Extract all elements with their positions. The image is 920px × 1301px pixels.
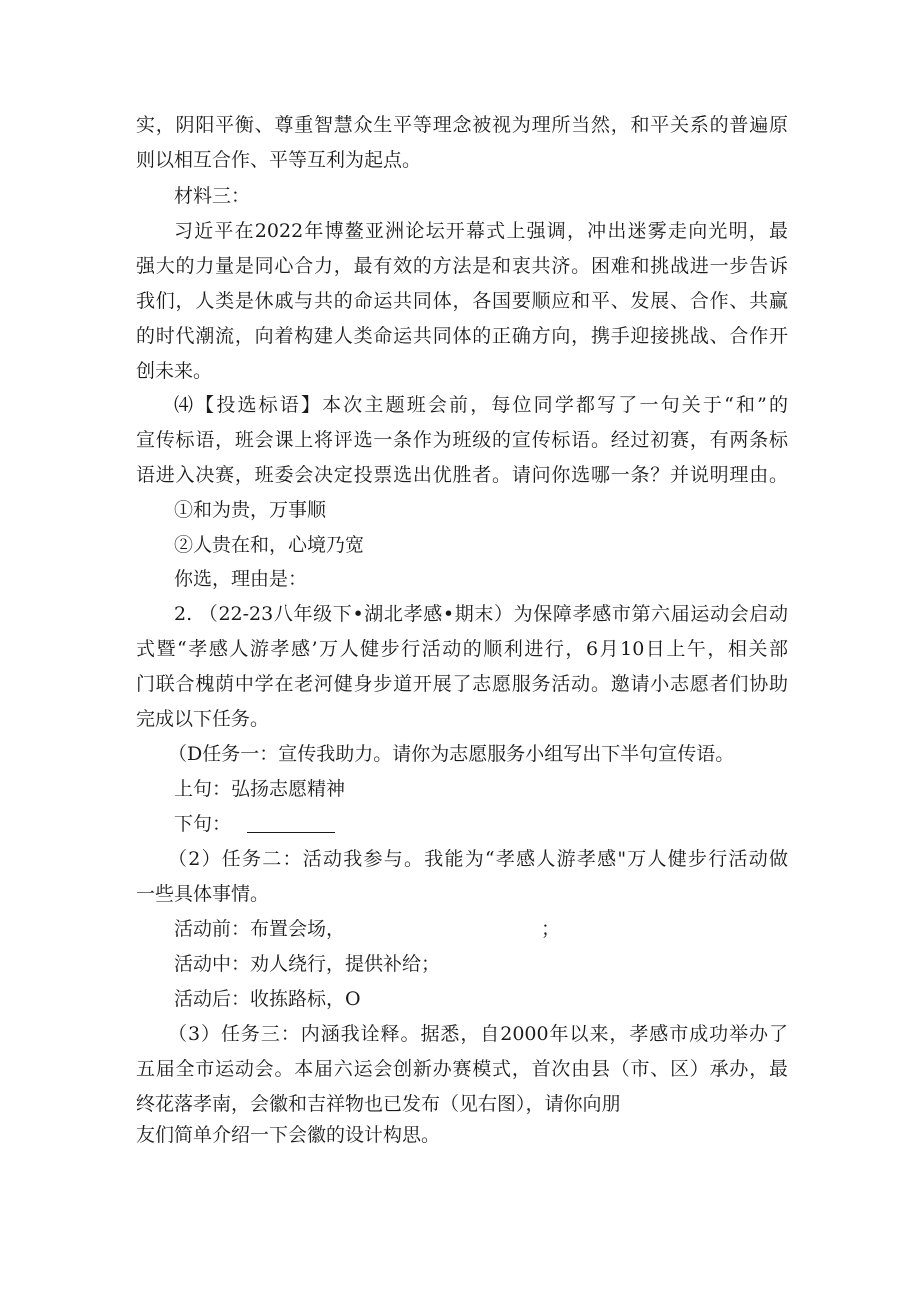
q2-line-3: 门联合槐荫中学在老河健身步道开展了志愿服务活动。邀请小志愿者们协助	[136, 673, 788, 695]
activity-after: 活动后：收拣路标，O	[174, 988, 361, 1010]
material2-line-2: 则以相互合作、平等互利为起点。	[136, 149, 422, 171]
material3-line-3: 我们，人类是休戚与共的命运共同体，各国要顺应和平、发展、合作、共赢	[136, 290, 788, 312]
material3-line-1: 习近平在2022年博鳌亚洲论坛开幕式上强调，冲出迷雾走向光明，最	[174, 220, 788, 242]
slogan-option-1: ①和为贵，万事顺	[174, 499, 327, 521]
q4-line-2: 宣传标语，班会课上将评选一条作为班级的宣传标语。经过初赛，有两条标	[136, 429, 788, 451]
activity-before-end: ；	[541, 918, 561, 940]
activity-before	[174, 916, 560, 942]
task3-line-2: 五届全市运动会。本届六运会创新办赛模式，首次由县（市、区）承办，最	[136, 1058, 788, 1080]
answer-blank[interactable]	[247, 812, 335, 833]
task3-line-4: 友们简单介绍一下会徽的设计构思。	[136, 1124, 441, 1146]
slogan-option-2: ②人贵在和，心境乃宽	[174, 534, 365, 556]
q4-line-1: ⑷【投选标语】本次主题班会前，每位同学都写了一句关于“和”的	[174, 394, 788, 416]
task3-line-3: 终花落孝南，会徽和吉祥物也已发布（见右图），请你向朋	[136, 1093, 621, 1115]
answer-prompt: 你选，理由是：	[174, 568, 308, 590]
activity-before-text: 活动前：布置会场，	[174, 918, 346, 940]
material3-line-2: 强大的力量是同心合力，最有效的方法是和衷共济。困难和挑战进一步告诉	[136, 255, 788, 277]
task1-lower-sentence	[174, 811, 335, 837]
task3-line-1: （3）任务三：内涵我诠释。据悉，自2000年以来，孝感市成功举办了	[168, 1023, 788, 1045]
task1-line: （D任务一：宣传我助力。请你为志愿服务小组写出下半句宣传语。	[168, 743, 735, 765]
task2-line-1: （2）任务二：活动我参与。我能为“孝感人游孝感"万人健步行活动做	[168, 848, 788, 870]
lower-label: 下句：	[174, 813, 232, 835]
material3-line-4: 的时代潮流，向着构建人类命运共同体的正确方向，携手迎接挑战、合作开	[136, 325, 788, 347]
task1-upper-sentence: 上句：弘扬志愿精神	[174, 778, 346, 800]
task2-line-2: 一些具体事情。	[136, 883, 270, 905]
material3-line-5: 创未来。	[136, 360, 213, 382]
material2-line-1: 实，阴阳平衡、尊重智慧众生平等理念被视为理所当然，和平关系的普遍原	[136, 114, 788, 136]
q2-line-1: 2. （22-23八年级下•湖北孝感•期末）为保障孝感市第六届运动会启动	[174, 603, 788, 625]
q2-line-4: 完成以下任务。	[136, 708, 270, 730]
q4-line-3: 语进入决赛，班委会决定投票选出优胜者。请问你选哪一条？并说明理由。	[136, 464, 788, 486]
q2-line-2: 式暨“孝感人游孝感’万人健步行活动的顺利进行，6月10日上午，相关部	[136, 638, 788, 660]
activity-during: 活动中：劝人绕行，提供补给；	[174, 953, 441, 975]
material3-heading: 材料三：	[174, 185, 251, 207]
